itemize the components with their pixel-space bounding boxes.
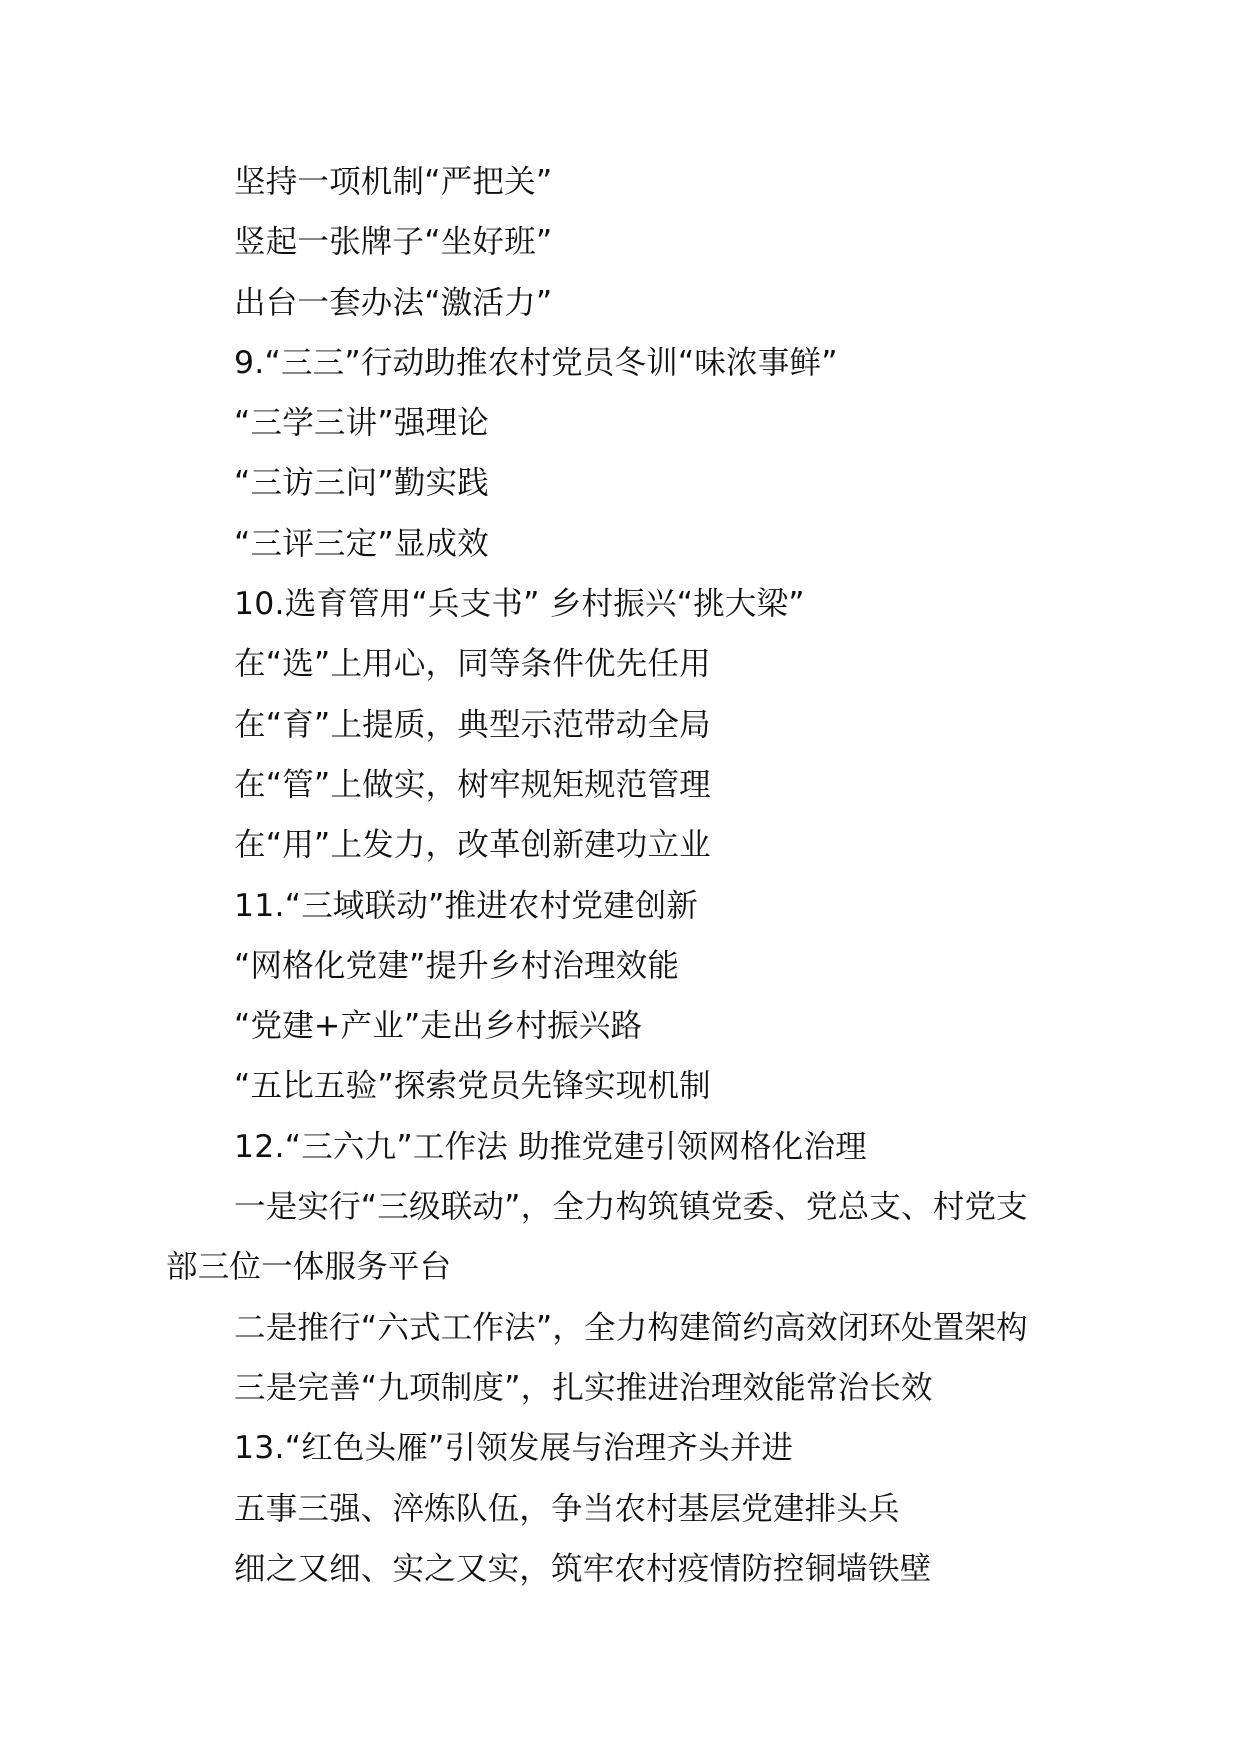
document-body (0, 152, 1240, 1599)
section-heading-9: 9.“三三”行动助推农村党员冬训“味浓事鲜” (234, 344, 838, 381)
text-line: 在“选”上用心，同等条件优先任用 (234, 646, 711, 683)
text-line: “三评三定”显成效 (234, 525, 489, 562)
section-heading-11: 11.“三域联动”推进农村党建创新 (234, 887, 699, 924)
text-line: “网格化党建”提升乡村治理效能 (234, 947, 680, 984)
text-line: 在“用”上发力，改革创新建功立业 (234, 827, 711, 864)
text-line-continuation: 部三位一体服务平台 (166, 1249, 452, 1286)
text-line: 二是推行“六式工作法”，全力构建简约高效闭环处置架构 (234, 1309, 1028, 1346)
text-line: “五比五验”探索党员先锋实现机制 (234, 1068, 711, 1105)
text-line: “三学三讲”强理论 (234, 405, 489, 442)
text-line: 细之又细、实之又实，筑牢农村疫情防控铜墙铁壁 (234, 1550, 932, 1587)
text-line: 竖起一张牌子“坐好班” (234, 224, 553, 261)
text-line: 坚持一项机制“严把关” (234, 164, 553, 200)
section-heading-13: 13.“红色头雁”引领发展与治理齐头并进 (234, 1430, 794, 1467)
section-heading-12: 12.“三六九”工作法 助推党建引领网格化治理 (234, 1128, 867, 1165)
text-line: “党建+产业”走出乡村振兴路 (234, 1008, 643, 1045)
text-line: “三访三问”勤实践 (234, 465, 489, 502)
text-line: 三是完善“九项制度”，扎实推进治理效能常治长效 (234, 1369, 933, 1406)
text-line: 出台一套办法“激活力” (234, 284, 553, 321)
text-line: 五事三强、淬炼队伍，争当农村基层党建排头兵 (234, 1490, 900, 1527)
text-line: 一是实行“三级联动”，全力构筑镇党委、党总支、村党支 (234, 1189, 1028, 1226)
text-line: 在“育”上提质，典型示范带动全局 (234, 706, 711, 743)
text-line: 在“管”上做实，树牢规矩规范管理 (234, 766, 711, 803)
section-heading-10: 10.选育管用“兵支书” 乡村振兴“挑大梁” (234, 586, 805, 623)
